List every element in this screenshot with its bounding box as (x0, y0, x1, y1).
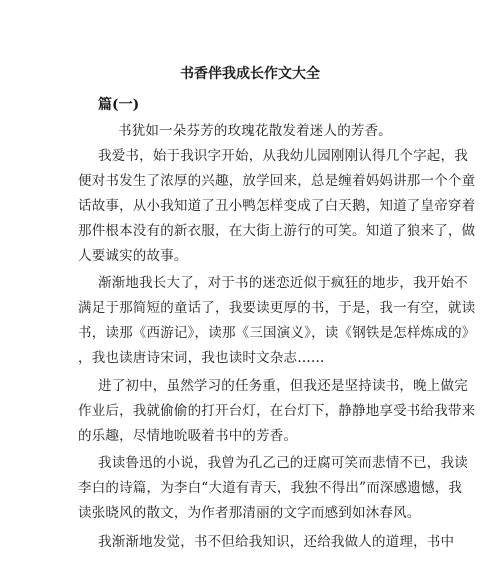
paragraph-line: 我渐渐地发觉，书不但给我知识，还给我做人的道理，书中 (98, 534, 455, 550)
paragraph-line: 书，读那《西游记》，读那《三国演义》，读《钢铁是怎样炼成的》 (78, 325, 476, 341)
paragraph-line: 话故事，从小我知道了丑小鸭怎样变成了白天鹅，知道了皇帝穿着 (78, 198, 476, 214)
paragraph-line: 李白的诗篇，为李白“大道有青天，我独不得出”而深感遗憾，我 (78, 480, 463, 496)
paragraph-line: 人要诚实的故事。 (78, 248, 188, 264)
paragraph-line: 作业后，我就偷偷的打开台灯，在台灯下，静静地享受书给我带来 (78, 403, 476, 419)
paragraph-line: 书犹如一朵芬芳的玫瑰花散发着迷人的芳香。 (118, 123, 392, 139)
paragraph-line: 渐渐地我长大了，对于书的迷恋近似于疯狂的地步，我开始不 (98, 275, 468, 291)
paragraph-line: 我读鲁迅的小说，我曾为孔乙己的迂腐可笑而悲情不已，我读 (98, 455, 468, 471)
document-title: 书香伴我成长作文大全 (180, 66, 320, 82)
paragraph-line: 进了初中，虽然学习的任务重，但我还是坚持读书，晚上做完 (98, 378, 468, 394)
paragraph-line: 读张晓风的散文，为作者那清丽的文字而感到如沐春风。 (78, 505, 421, 521)
section-heading: 篇(一) (98, 97, 140, 113)
paragraph-line: 我爱书，始于我识字开始，从我幼儿园刚刚认得几个字起，我 (98, 148, 468, 164)
paragraph-line: ，我也读唐诗宋词，我也读时文杂志…… (78, 350, 325, 366)
paragraph-line: 那件根本没有的新衣服，在大街上游行的可笑。知道了狼来了，做 (78, 223, 476, 239)
paragraph-line: 满足于那简短的童话了，我要读更厚的书，于是，我一有空，就读 (78, 300, 476, 316)
paragraph-line: 的乐趣，尽情地吮吸着书中的芳香。 (78, 428, 298, 444)
paragraph-line: 便对书发生了浓厚的兴趣，放学回来，总是缠着妈妈讲那一个个童 (78, 173, 476, 189)
